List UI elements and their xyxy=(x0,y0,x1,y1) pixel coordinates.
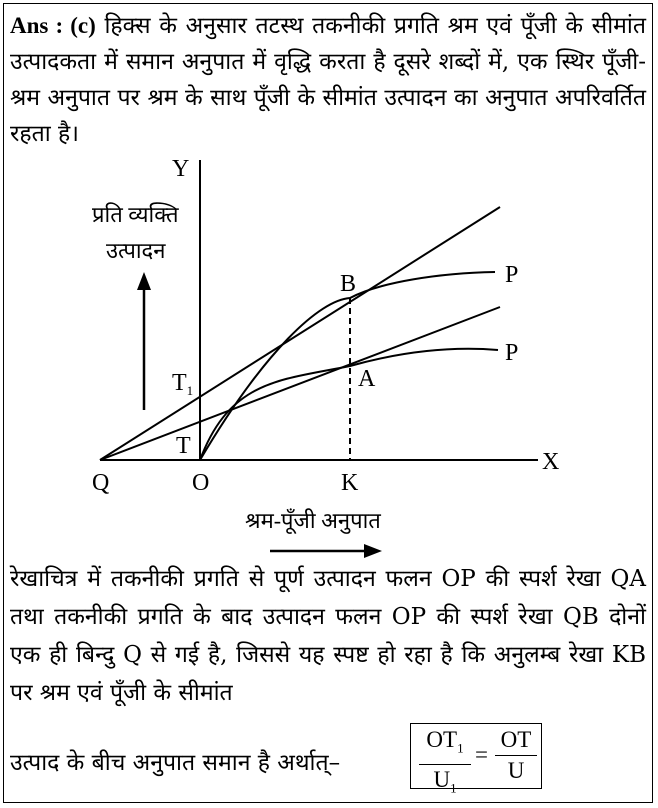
answer-body: हिक्स के अनुसार तटस्थ तकनीकी प्रगति श्रम एवं पूँजी के सीमांत उत्पादकता में समान अनुपात में वृद्धि करता है दूसरे शब्दों में, एक स्थिर पूँजी-श्रम अनुपात पर श्रम के साथ पूँजी के सीमांत उत्पादन का अनुपात अपरिवर्तित रहता है। xyxy=(10,13,647,147)
label-p-upper: P xyxy=(505,262,519,288)
label-b: B xyxy=(340,271,357,297)
conclusion-text: उत्पाद के बीच अनुपात समान है अर्थात्– xyxy=(10,750,341,776)
label-t1-sub: 1 xyxy=(186,383,194,398)
answer-prefix: Ans : (c) xyxy=(10,13,96,38)
explanation-paragraph: रेखाचित्र में तकनीकी प्रगति से पूर्ण उत्पादन फलन OP की स्पर्श रेखा QA तथा तकनीकी प्रगति के बाद उत्पादन फलन OP की स्पर्श रेखा QB दोनों एक ही बिन्दु Q से गई है, जिससे यह स्पष्ट हो रहा है कि अनुलम्ब रेखा KB पर श्रम एवं पूँजी के सीमांत xyxy=(10,566,646,706)
label-q: Q xyxy=(92,470,110,496)
x-caption: श्रम-पूँजी अनुपात xyxy=(245,508,381,533)
label-t1-main: T xyxy=(172,370,187,396)
formula-box xyxy=(410,723,542,796)
label-x: X xyxy=(542,449,560,475)
label-k: K xyxy=(341,470,359,496)
formula-right-denominator: U xyxy=(507,758,525,783)
label-t: T xyxy=(176,433,191,459)
production-function-diagram xyxy=(0,150,658,560)
y-caption-line2: उत्पादन xyxy=(106,238,166,263)
answer-paragraph xyxy=(10,8,646,152)
formula-left-numerator: $OT_1$ xyxy=(419,727,471,765)
right-arrow-icon xyxy=(364,544,382,558)
label-y: Y xyxy=(172,156,190,182)
label-o: O xyxy=(192,470,210,496)
y-caption-line1: प्रति व्यक्ति xyxy=(92,202,179,227)
conclusion-line xyxy=(10,727,650,796)
formula-left-fraction xyxy=(419,727,471,801)
formula-equals: = xyxy=(475,742,488,767)
label-p-lower: P xyxy=(505,340,519,366)
up-arrow-icon xyxy=(137,272,151,290)
tangent-line-qa xyxy=(100,307,500,460)
label-t1 xyxy=(172,370,193,398)
formula-right-fraction xyxy=(495,727,537,784)
formula-left-denominator: $U_1$ xyxy=(433,766,457,796)
formula-right-numerator: OT xyxy=(495,727,537,756)
label-a: A xyxy=(358,366,376,392)
